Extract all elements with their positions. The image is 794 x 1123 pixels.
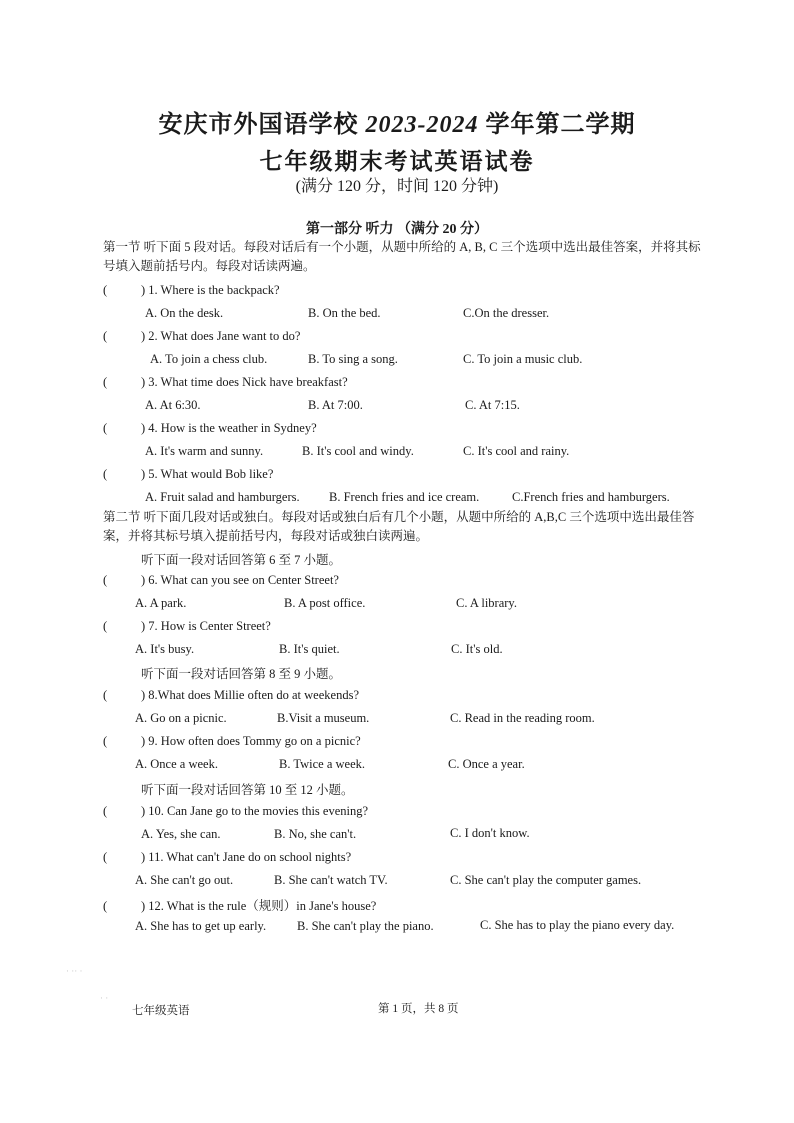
option-c: C. She can't play the computer games. — [450, 873, 642, 887]
option-c: C. At 7:15. — [465, 398, 520, 412]
option-c: C. She has to play the piano every day. — [480, 918, 675, 932]
question-stem: ) 10. Can Jane go to the movies this evening? — [141, 804, 369, 818]
option-b: B. Twice a week. — [279, 757, 366, 771]
option-b: B. A post office. — [284, 596, 366, 610]
option-a: A. A park. — [135, 596, 187, 610]
option-c: C.On the dresser. — [463, 306, 550, 320]
question-stem: ) 6. What can you see on Center Street? — [141, 573, 339, 587]
option-c: C. A library. — [456, 596, 517, 610]
question-5: ( ) 5. What would Bob like? — [103, 467, 274, 481]
question-1: ( ) 1. Where is the backpack? — [103, 283, 280, 297]
option-a: A. It's busy. — [135, 642, 195, 656]
option-a: A. It's warm and sunny. — [145, 444, 264, 458]
exam-subtitle: 七年级期末考试英语试卷 — [259, 149, 535, 174]
question-3: ( ) 3. What time does Nick have breakfast? — [103, 375, 348, 389]
option-b: B. She can't play the piano. — [297, 919, 434, 933]
question-stem: ) 12. What is the rule（规则）in Jane's house? — [141, 899, 377, 913]
part1-heading: 第一部分 听力 （满分 20 分） — [306, 222, 488, 237]
exam-title — [0, 104, 794, 139]
option-c: C. I don't know. — [450, 826, 530, 840]
scan-smudge: · ·· · — [66, 966, 83, 976]
option-b: B.Visit a museum. — [277, 711, 370, 725]
option-a: A. Go on a picnic. — [135, 711, 227, 725]
option-b: B. It's quiet. — [279, 642, 340, 656]
option-a: A. To join a chess club. — [150, 352, 268, 366]
question-11: ( ) 11. What can't Jane do on school nights? — [103, 850, 352, 864]
question-10: ( ) 10. Can Jane go to the movies this evening? — [103, 804, 369, 818]
option-c: C. It's old. — [451, 642, 503, 656]
option-c: C. To join a music club. — [463, 352, 583, 366]
question-stem: ) 7. How is Center Street? — [141, 619, 271, 633]
question-stem: ) 9. How often does Tommy go on a picnic? — [141, 734, 361, 748]
option-b: B. At 7:00. — [308, 398, 363, 412]
option-a: A. Once a week. — [135, 757, 218, 771]
question-stem: ) 8.What does Millie often do at weekends? — [141, 688, 359, 702]
question-4: ( ) 4. How is the weather in Sydney? — [103, 421, 317, 435]
score-info: (满分 120 分，时间 120 分钟) — [295, 178, 499, 195]
option-b: B. To sing a song. — [308, 352, 398, 366]
question-stem: ) 3. What time does Nick have breakfast? — [141, 375, 348, 389]
school-name: 安庆市外国语学校 — [158, 112, 359, 138]
prompt-q10-12: 听下面一段对话回答第 10 至 12 小题。 — [141, 783, 354, 797]
option-b: B. On the bed. — [308, 306, 381, 320]
option-b: B. French fries and ice cream. — [329, 490, 480, 504]
section1-instructions: 第一节 听下面 5 段对话。每段对话后有一个小题，从题中所给的 A, B, C 三个选项中选出最佳答案，并将其标号填入题前括号内。每段对话读两遍。 — [103, 240, 701, 273]
option-a: A. At 6:30. — [145, 398, 201, 412]
question-12: ( ) 12. What is the rule（规则）in Jane's house? — [103, 899, 377, 913]
footer-subject: 七年级英语 — [132, 1005, 190, 1017]
question-6: ( ) 6. What can you see on Center Street? — [103, 573, 339, 587]
question-8: ( ) 8.What does Millie often do at weekends? — [103, 688, 359, 702]
question-stem: ) 4. How is the weather in Sydney? — [141, 421, 317, 435]
question-stem: ) 2. What does Jane want to do? — [141, 329, 301, 343]
question-stem: ) 11. What can't Jane do on school nights? — [141, 850, 352, 864]
question-stem: ) 1. Where is the backpack? — [141, 283, 280, 297]
question-9: ( ) 9. How often does Tommy go on a picnic? — [103, 734, 361, 748]
option-c: C. Once a year. — [448, 757, 525, 771]
question-stem: ) 5. What would Bob like? — [141, 467, 274, 481]
option-b: B. No, she can't. — [274, 827, 357, 841]
option-c: C. It's cool and rainy. — [463, 444, 570, 458]
option-a: A. Yes, she can. — [141, 827, 221, 841]
option-c: C. Read in the reading room. — [450, 711, 595, 725]
term: 学年第二学期 — [485, 112, 636, 138]
option-a: A. On the desk. — [145, 306, 224, 320]
option-a: A. She has to get up early. — [135, 919, 267, 933]
footer-page-number: 第 1 页，共 8 页 — [378, 1003, 459, 1015]
option-c: C.French fries and hamburgers. — [512, 490, 670, 504]
option-b: B. She can't watch TV. — [274, 873, 388, 887]
option-a: A. She can't go out. — [135, 873, 234, 887]
question-7: ( ) 7. How is Center Street? — [103, 619, 271, 633]
scan-smudge: · · — [100, 993, 109, 1003]
section2-instructions: 第二节 听下面几段对话或独白。每段对话或独白后有几个小题，从题中所给的 A,B,C 三个选项中选出最佳答案，并将其标号填入提前括号内，每段对话或独白读两遍。 — [103, 510, 695, 543]
question-2: ( ) 2. What does Jane want to do? — [103, 329, 301, 343]
option-a: A. Fruit salad and hamburgers. — [145, 490, 300, 504]
prompt-q8-9: 听下面一段对话回答第 8 至 9 小题。 — [141, 667, 342, 681]
option-b: B. It's cool and windy. — [302, 444, 414, 458]
school-year: 2023-2024 — [365, 112, 479, 138]
prompt-q6-7: 听下面一段对话回答第 6 至 7 小题。 — [141, 553, 342, 567]
